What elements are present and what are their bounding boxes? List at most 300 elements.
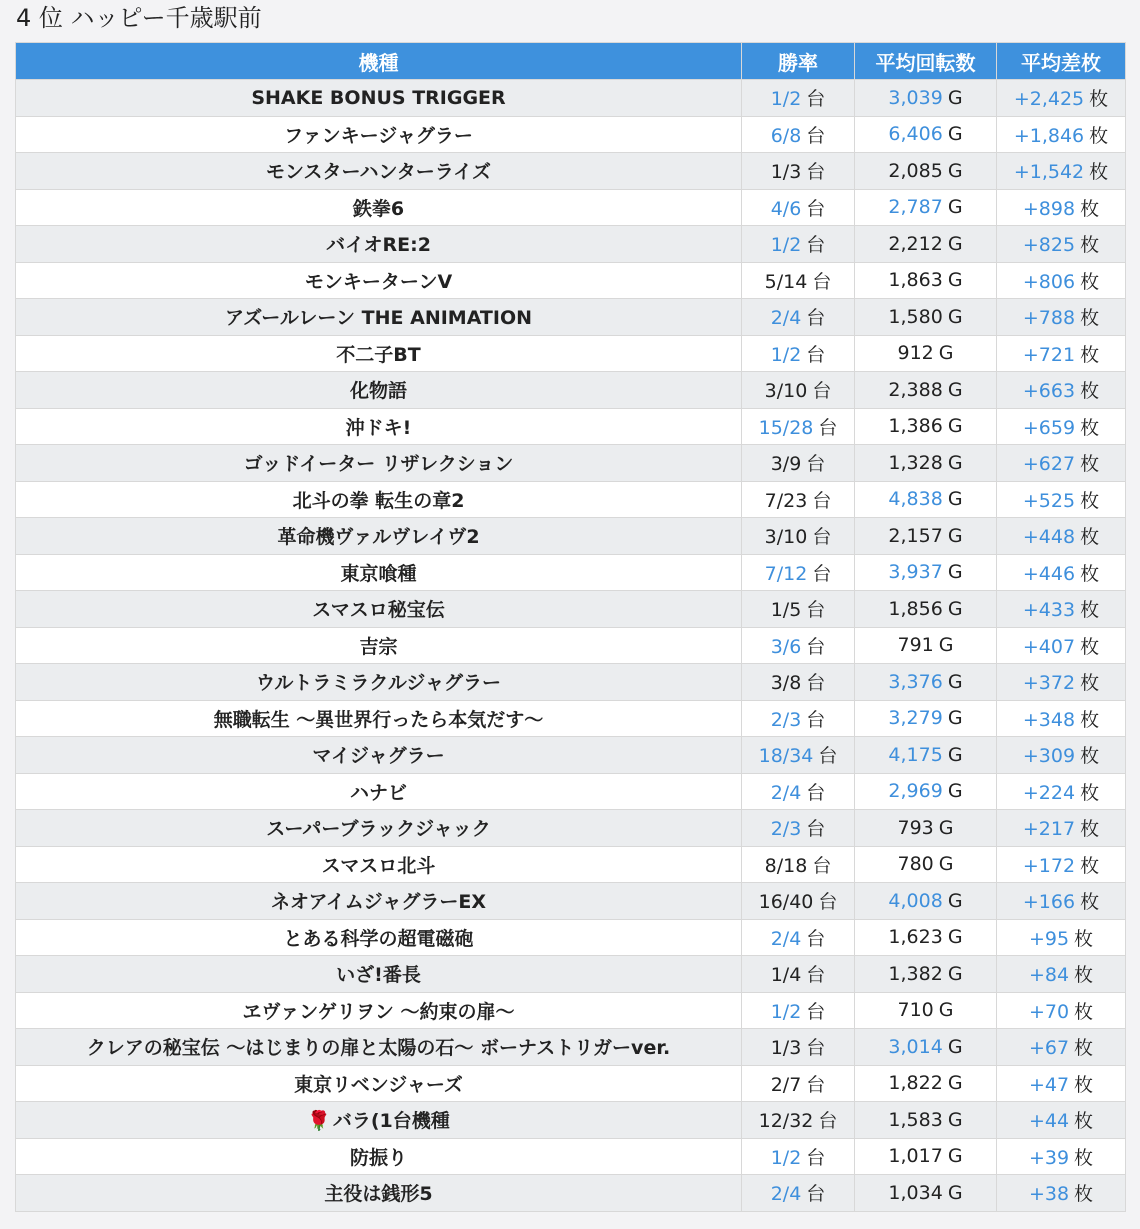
model-name: 革命機ヴァルヴレイヴ2: [277, 526, 480, 549]
avg-diff-cell: [997, 408, 1126, 445]
win-rate-cell: [742, 700, 855, 737]
avg-spins-cell: [855, 262, 997, 299]
win-rate-cell-unit: 台: [818, 745, 838, 768]
avg-diff-cell-unit: 枚: [1080, 854, 1100, 877]
win-rate-cell: [742, 1175, 855, 1212]
page-title: 4 位 ハッピー千歳駅前: [16, 4, 262, 32]
ranking-table: [15, 42, 1126, 1212]
avg-spins-cell-value: 1,017: [888, 1145, 943, 1168]
model-name-cell[interactable]: [16, 627, 742, 664]
avg-diff-cell-value: +84: [1028, 964, 1070, 987]
column-header-win-rate[interactable]: 勝率: [742, 43, 855, 80]
win-rate-cell-unit: 台: [806, 161, 826, 184]
avg-diff-cell-unit: 枚: [1089, 88, 1109, 111]
table-row: [16, 80, 1126, 117]
avg-spins-cell-unit: G: [947, 232, 963, 255]
table-row: [16, 262, 1126, 299]
avg-diff-cell: [997, 518, 1126, 555]
avg-spins-cell-unit: G: [938, 999, 954, 1022]
avg-spins-cell-value: 3,279: [888, 707, 943, 730]
win-rate-cell-unit: 台: [812, 526, 832, 549]
avg-spins-cell: [855, 664, 997, 701]
avg-diff-cell-value: +788: [1022, 307, 1076, 330]
table-row: [16, 627, 1126, 664]
win-rate-cell: [742, 372, 855, 409]
win-rate-cell-value: 1/5: [770, 599, 802, 622]
avg-spins-cell: [855, 80, 997, 117]
avg-diff-cell: [997, 372, 1126, 409]
avg-spins-cell-value: 1,583: [888, 1108, 943, 1131]
avg-spins-cell-unit: G: [938, 816, 954, 839]
win-rate-cell-unit: 台: [806, 599, 826, 622]
table-row: [16, 664, 1126, 701]
avg-spins-cell-value: 912: [897, 342, 934, 365]
avg-diff-cell: [997, 189, 1126, 226]
avg-spins-cell: [855, 737, 997, 774]
avg-diff-cell-unit: 枚: [1080, 599, 1100, 622]
win-rate-cell: [742, 518, 855, 555]
avg-spins-cell-unit: G: [947, 451, 963, 474]
avg-diff-cell-value: +44: [1028, 1110, 1070, 1133]
avg-diff-cell-value: +70: [1028, 1000, 1070, 1023]
table-row: [16, 372, 1126, 409]
win-rate-cell-value: 18/34: [758, 745, 814, 768]
model-name: 東京リベンジャーズ: [294, 1073, 463, 1096]
model-name-cell[interactable]: [16, 518, 742, 555]
avg-spins-cell-value: 3,376: [888, 670, 943, 693]
table-row: [16, 226, 1126, 263]
avg-diff-cell-value: +806: [1022, 270, 1076, 293]
win-rate-cell: [742, 153, 855, 190]
column-header-model[interactable]: 機種: [16, 43, 742, 80]
avg-spins-cell-unit: G: [938, 634, 954, 657]
table-row: [16, 1175, 1126, 1212]
win-rate-cell-value: 2/7: [770, 1073, 802, 1096]
column-header-avg-diff[interactable]: 平均差枚: [997, 43, 1126, 80]
win-rate-cell-value: 3/10: [764, 380, 808, 403]
model-name: 不二子BT: [336, 343, 421, 366]
avg-spins-cell: [855, 1029, 997, 1066]
avg-diff-cell: [997, 773, 1126, 810]
avg-spins-cell-unit: G: [947, 159, 963, 182]
avg-diff-cell: [997, 700, 1126, 737]
model-name: スマスロ北斗: [321, 854, 436, 877]
avg-diff-cell-unit: 枚: [1080, 562, 1100, 585]
model-name-cell[interactable]: [16, 919, 742, 956]
avg-spins-cell: [855, 372, 997, 409]
avg-spins-cell-value: 791: [897, 634, 934, 657]
win-rate-cell-unit: 台: [812, 270, 832, 293]
win-rate-cell: [742, 737, 855, 774]
win-rate-cell: [742, 664, 855, 701]
avg-spins-cell: [855, 992, 997, 1029]
avg-spins-cell-value: 780: [897, 853, 934, 876]
avg-diff-cell-unit: 枚: [1080, 489, 1100, 512]
win-rate-cell: [742, 226, 855, 263]
model-name: 北斗の拳 転生の章2: [292, 489, 465, 512]
model-name-cell[interactable]: [16, 992, 742, 1029]
avg-spins-cell-unit: G: [947, 780, 963, 803]
win-rate-cell-unit: 台: [806, 708, 826, 731]
win-rate-cell-unit: 台: [806, 453, 826, 476]
avg-diff-cell-value: +407: [1022, 635, 1076, 658]
avg-diff-cell-unit: 枚: [1080, 307, 1100, 330]
avg-diff-cell: [997, 554, 1126, 591]
win-rate-cell: [742, 299, 855, 336]
table-row: [16, 956, 1126, 993]
model-name-cell[interactable]: [16, 700, 742, 737]
avg-diff-cell-value: +172: [1022, 854, 1076, 877]
avg-spins-cell-value: 3,937: [888, 561, 943, 584]
avg-diff-cell: [997, 956, 1126, 993]
model-name-cell[interactable]: [16, 1102, 742, 1139]
win-rate-cell-unit: 台: [806, 1146, 826, 1169]
avg-diff-cell: [997, 846, 1126, 883]
model-name-cell[interactable]: [16, 1029, 742, 1066]
avg-spins-cell-value: 710: [897, 999, 934, 1022]
model-name-cell[interactable]: [16, 262, 742, 299]
model-name: ゴッドイーター リザレクション: [243, 453, 514, 476]
table-row: [16, 481, 1126, 518]
win-rate-cell: [742, 919, 855, 956]
win-rate-cell: [742, 810, 855, 847]
win-rate-cell: [742, 992, 855, 1029]
win-rate-cell-value: 5/14: [764, 270, 808, 293]
model-name-cell[interactable]: [16, 664, 742, 701]
avg-diff-cell-unit: 枚: [1074, 1146, 1094, 1169]
model-name: バイオRE:2: [326, 234, 431, 257]
avg-spins-cell: [855, 846, 997, 883]
win-rate-cell-unit: 台: [812, 489, 832, 512]
win-rate-cell-value: 2/4: [770, 307, 802, 330]
table-row: [16, 1065, 1126, 1102]
win-rate-cell-value: 1/2: [770, 1146, 802, 1169]
model-name: 鉄拳6: [352, 197, 405, 220]
avg-diff-cell: [997, 226, 1126, 263]
model-name-cell[interactable]: [16, 153, 742, 190]
avg-diff-cell: [997, 445, 1126, 482]
model-name-cell[interactable]: [16, 481, 742, 518]
model-name-cell[interactable]: [16, 445, 742, 482]
model-name-cell[interactable]: [16, 810, 742, 847]
avg-spins-cell-value: 1,580: [888, 305, 943, 328]
avg-spins-cell-value: 2,388: [888, 378, 943, 401]
win-rate-cell: [742, 116, 855, 153]
avg-diff-cell: [997, 1029, 1126, 1066]
avg-spins-cell: [855, 481, 997, 518]
win-rate-cell: [742, 445, 855, 482]
avg-diff-cell-unit: 枚: [1080, 270, 1100, 293]
win-rate-cell-value: 6/8: [770, 124, 802, 147]
model-name-cell[interactable]: [16, 591, 742, 628]
avg-diff-cell-value: +446: [1022, 562, 1076, 585]
model-name-cell[interactable]: [16, 737, 742, 774]
win-rate-cell-value: 16/40: [758, 891, 814, 914]
avg-spins-cell: [855, 627, 997, 664]
win-rate-cell: [742, 262, 855, 299]
win-rate-cell: [742, 335, 855, 372]
avg-diff-cell: [997, 1102, 1126, 1139]
avg-diff-cell-unit: 枚: [1080, 343, 1100, 366]
avg-spins-cell-value: 1,822: [888, 1072, 943, 1095]
avg-spins-cell-value: 1,034: [888, 1181, 943, 1204]
model-name-cell[interactable]: [16, 1175, 742, 1212]
avg-diff-cell-unit: 枚: [1074, 1183, 1094, 1206]
table-row: [16, 445, 1126, 482]
avg-spins-cell-unit: G: [947, 1145, 963, 1168]
avg-diff-cell-value: +348: [1022, 708, 1076, 731]
table-row: [16, 810, 1126, 847]
avg-diff-cell: [997, 1065, 1126, 1102]
avg-diff-cell: [997, 627, 1126, 664]
win-rate-cell-value: 3/10: [764, 526, 808, 549]
avg-spins-cell-unit: G: [947, 123, 963, 146]
model-name-cell[interactable]: [16, 846, 742, 883]
win-rate-cell-value: 1/2: [770, 234, 802, 257]
win-rate-cell-unit: 台: [806, 1000, 826, 1023]
win-rate-cell: [742, 773, 855, 810]
avg-spins-cell-value: 2,157: [888, 524, 943, 547]
table-row: [16, 591, 1126, 628]
model-name-cell[interactable]: [16, 335, 742, 372]
model-name-cell[interactable]: [16, 372, 742, 409]
avg-spins-cell-unit: G: [947, 561, 963, 584]
win-rate-cell-unit: 台: [812, 380, 832, 403]
table-row: [16, 919, 1126, 956]
win-rate-cell: [742, 627, 855, 664]
avg-spins-cell-value: 2,969: [888, 780, 943, 803]
avg-diff-cell-value: +38: [1028, 1183, 1070, 1206]
avg-spins-cell-unit: G: [947, 378, 963, 401]
avg-diff-cell-unit: 枚: [1074, 964, 1094, 987]
avg-diff-cell-value: +95: [1028, 927, 1070, 950]
win-rate-cell-unit: 台: [806, 964, 826, 987]
win-rate-cell: [742, 1138, 855, 1175]
avg-spins-cell-value: 1,328: [888, 451, 943, 474]
win-rate-cell-value: 2/3: [770, 708, 802, 731]
avg-diff-cell-value: +224: [1022, 781, 1076, 804]
win-rate-cell-unit: 台: [818, 891, 838, 914]
table-row: [16, 116, 1126, 153]
avg-diff-cell-value: +39: [1028, 1146, 1070, 1169]
win-rate-cell-unit: 台: [806, 818, 826, 841]
model-name: スマスロ秘宝伝: [312, 599, 445, 622]
win-rate-cell-unit: 台: [818, 416, 838, 439]
win-rate-cell-unit: 台: [806, 343, 826, 366]
model-name-cell[interactable]: [16, 116, 742, 153]
model-name: 無職転生 〜異世界行ったら本気だす〜: [213, 708, 544, 731]
model-name-cell[interactable]: [16, 80, 742, 117]
table-row: [16, 992, 1126, 1029]
win-rate-cell-value: 3/8: [770, 672, 802, 695]
table-row: [16, 554, 1126, 591]
win-rate-cell-value: 1/4: [770, 964, 802, 987]
win-rate-cell: [742, 481, 855, 518]
win-rate-cell-value: 3/6: [770, 635, 802, 658]
avg-spins-cell: [855, 1175, 997, 1212]
win-rate-cell: [742, 883, 855, 920]
avg-diff-cell-value: +372: [1022, 672, 1076, 695]
avg-spins-cell-unit: G: [947, 707, 963, 730]
avg-spins-cell-value: 1,623: [888, 926, 943, 949]
model-name-cell[interactable]: [16, 883, 742, 920]
avg-spins-cell: [855, 116, 997, 153]
win-rate-cell-value: 4/6: [770, 197, 802, 220]
avg-spins-cell-value: 4,175: [888, 743, 943, 766]
avg-spins-cell-unit: G: [947, 1072, 963, 1095]
avg-diff-cell-unit: 枚: [1080, 416, 1100, 439]
avg-diff-cell-value: +166: [1022, 891, 1076, 914]
avg-spins-cell-unit: G: [947, 269, 963, 292]
avg-diff-cell: [997, 481, 1126, 518]
avg-spins-cell-value: 1,863: [888, 269, 943, 292]
avg-diff-cell-unit: 枚: [1074, 1073, 1094, 1096]
table-row: [16, 189, 1126, 226]
table-body: [16, 80, 1126, 1212]
avg-spins-cell: [855, 189, 997, 226]
avg-diff-cell: [997, 810, 1126, 847]
avg-diff-cell-unit: 枚: [1080, 380, 1100, 403]
table-header-row: [16, 43, 1126, 80]
avg-diff-cell-value: +2,425: [1013, 88, 1085, 111]
avg-spins-cell: [855, 773, 997, 810]
table-row: [16, 1029, 1126, 1066]
avg-diff-cell-unit: 枚: [1089, 124, 1109, 147]
avg-diff-cell-unit: 枚: [1080, 197, 1100, 220]
avg-spins-cell-unit: G: [947, 1108, 963, 1131]
table-row: [16, 1102, 1126, 1139]
win-rate-cell: [742, 80, 855, 117]
avg-diff-cell-value: +47: [1028, 1073, 1070, 1096]
avg-diff-cell: [997, 116, 1126, 153]
avg-diff-cell-value: +67: [1028, 1037, 1070, 1060]
win-rate-cell-unit: 台: [806, 927, 826, 950]
avg-spins-cell-unit: G: [947, 1035, 963, 1058]
win-rate-cell-value: 1/2: [770, 343, 802, 366]
avg-spins-cell: [855, 554, 997, 591]
model-name-cell[interactable]: [16, 226, 742, 263]
avg-diff-cell-unit: 枚: [1074, 927, 1094, 950]
model-name: クレアの秘宝伝 〜はじまりの扉と太陽の石〜 ボーナストリガーver.: [86, 1037, 671, 1060]
avg-spins-cell: [855, 700, 997, 737]
win-rate-cell-value: 2/4: [770, 781, 802, 804]
avg-spins-cell-unit: G: [947, 86, 963, 109]
avg-spins-cell-unit: G: [947, 1181, 963, 1204]
model-name: 沖ドキ!: [345, 416, 412, 439]
win-rate-cell-unit: 台: [806, 1183, 826, 1206]
avg-spins-cell-value: 1,382: [888, 962, 943, 985]
avg-spins-cell: [855, 919, 997, 956]
model-name: ヱヴァンゲリヲン 〜約束の扉〜: [242, 1000, 515, 1023]
model-name-cell[interactable]: [16, 189, 742, 226]
win-rate-cell-unit: 台: [806, 307, 826, 330]
win-rate-cell-value: 2/3: [770, 818, 802, 841]
avg-diff-cell: [997, 664, 1126, 701]
win-rate-cell-unit: 台: [818, 1110, 838, 1133]
avg-diff-cell: [997, 335, 1126, 372]
table-row: [16, 408, 1126, 445]
avg-spins-cell-unit: G: [947, 926, 963, 949]
avg-spins-cell-value: 1,856: [888, 597, 943, 620]
win-rate-cell-unit: 台: [806, 124, 826, 147]
model-name: モンスターハンターライズ: [266, 161, 491, 184]
win-rate-cell-value: 3/9: [770, 453, 802, 476]
win-rate-cell-unit: 台: [806, 672, 826, 695]
win-rate-cell-value: 15/28: [758, 416, 814, 439]
avg-spins-cell: [855, 335, 997, 372]
win-rate-cell-unit: 台: [812, 854, 832, 877]
avg-spins-cell: [855, 883, 997, 920]
model-name: ハナビ: [349, 781, 407, 804]
model-name: ウルトラミラクルジャグラー: [255, 672, 501, 695]
avg-spins-cell: [855, 299, 997, 336]
avg-spins-cell-value: 3,039: [888, 86, 943, 109]
avg-spins-cell: [855, 408, 997, 445]
win-rate-cell-value: 1/2: [770, 1000, 802, 1023]
model-name-cell[interactable]: [16, 1065, 742, 1102]
avg-spins-cell: [855, 591, 997, 628]
avg-spins-cell-unit: G: [947, 962, 963, 985]
avg-diff-cell-unit: 枚: [1074, 1037, 1094, 1060]
win-rate-cell: [742, 591, 855, 628]
avg-spins-cell-unit: G: [947, 889, 963, 912]
table-row: [16, 153, 1126, 190]
model-name-cell[interactable]: [16, 554, 742, 591]
avg-spins-cell-unit: G: [938, 853, 954, 876]
avg-diff-cell-value: +525: [1022, 489, 1076, 512]
model-name: マイジャグラー: [312, 745, 445, 768]
avg-spins-cell-value: 2,212: [888, 232, 943, 255]
rose-icon: 🌹: [307, 1110, 331, 1133]
avg-spins-cell-unit: G: [947, 196, 963, 219]
win-rate-cell-value: 1/3: [770, 1037, 802, 1060]
table-row: [16, 737, 1126, 774]
avg-diff-cell-unit: 枚: [1080, 891, 1100, 914]
model-name-cell[interactable]: [16, 408, 742, 445]
avg-diff-cell-value: +433: [1022, 599, 1076, 622]
table-row: [16, 846, 1126, 883]
avg-diff-cell: [997, 80, 1126, 117]
avg-diff-cell: [997, 992, 1126, 1029]
win-rate-cell-value: 12/32: [758, 1110, 814, 1133]
model-name-cell[interactable]: [16, 299, 742, 336]
model-name: 吉宗: [359, 635, 398, 658]
avg-spins-cell: [855, 518, 997, 555]
avg-spins-cell: [855, 956, 997, 993]
avg-diff-cell-value: +898: [1022, 197, 1076, 220]
avg-spins-cell-value: 793: [897, 816, 934, 839]
win-rate-cell-unit: 台: [806, 1073, 826, 1096]
avg-spins-cell-unit: G: [947, 415, 963, 438]
avg-diff-cell-unit: 枚: [1080, 234, 1100, 257]
model-name-cell[interactable]: [16, 773, 742, 810]
model-name: バラ(1台機種: [332, 1110, 450, 1133]
avg-spins-cell-value: 4,008: [888, 889, 943, 912]
model-name: とある科学の超電磁砲: [283, 927, 474, 950]
model-name-cell[interactable]: [16, 956, 742, 993]
avg-diff-cell: [997, 737, 1126, 774]
win-rate-cell-value: 7/23: [764, 489, 808, 512]
win-rate-cell-unit: 台: [806, 197, 826, 220]
avg-diff-cell: [997, 153, 1126, 190]
avg-diff-cell-value: +217: [1022, 818, 1076, 841]
model-name: 化物語: [349, 380, 407, 403]
model-name-cell[interactable]: [16, 1138, 742, 1175]
column-header-avg-spins[interactable]: 平均回転数: [855, 43, 997, 80]
avg-diff-cell: [997, 919, 1126, 956]
win-rate-cell-unit: 台: [806, 234, 826, 257]
avg-diff-cell-unit: 枚: [1080, 745, 1100, 768]
